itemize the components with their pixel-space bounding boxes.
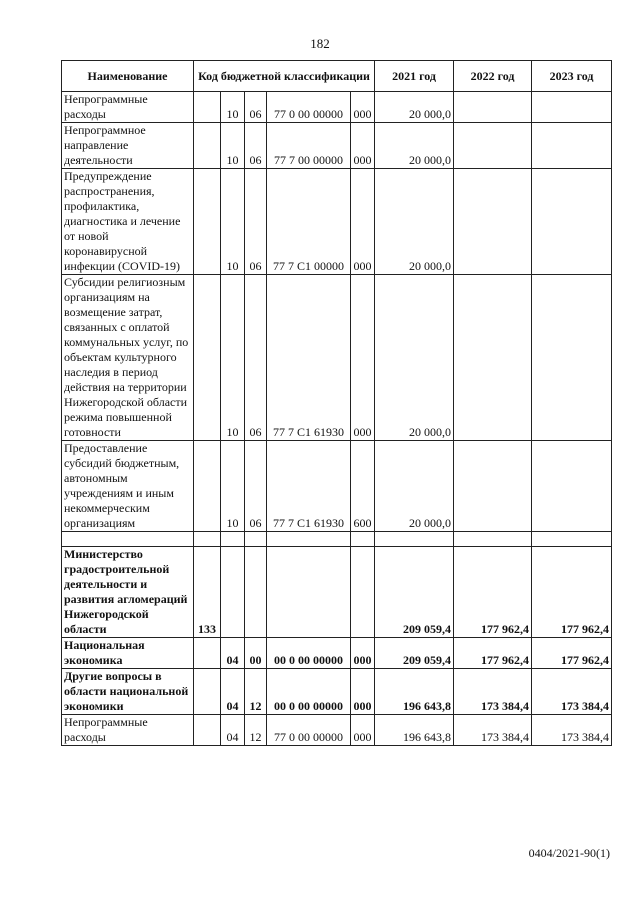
table-row bbox=[62, 169, 612, 275]
header-row bbox=[62, 61, 612, 92]
table-row bbox=[62, 123, 612, 169]
row-value-2022 bbox=[454, 169, 532, 275]
row-name: Другие вопросы в области национальной экономики bbox=[62, 669, 194, 715]
table-spacer-row bbox=[62, 532, 612, 547]
row-name: Непрограммное направление деятельности bbox=[62, 123, 194, 169]
row-code-target: 77 7 С1 61930 bbox=[267, 275, 351, 441]
row-code-subsection: 06 bbox=[245, 92, 267, 123]
row-value-2022: 177 962,4 bbox=[454, 547, 532, 638]
row-name: Непрограммные расходы bbox=[62, 92, 194, 123]
row-value-2022 bbox=[454, 92, 532, 123]
row-value-2023: 173 384,4 bbox=[532, 715, 612, 746]
budget-table bbox=[61, 60, 612, 746]
row-value-2021: 196 643,8 bbox=[375, 715, 454, 746]
row-code-ministry bbox=[194, 669, 221, 715]
row-value-2022: 173 384,4 bbox=[454, 715, 532, 746]
row-code-section: 04 bbox=[221, 715, 245, 746]
row-value-2023 bbox=[532, 275, 612, 441]
row-code-ministry bbox=[194, 123, 221, 169]
row-value-2023 bbox=[532, 441, 612, 532]
row-name: Национальная экономика bbox=[62, 638, 194, 669]
row-code-target: 77 7 00 00000 bbox=[267, 123, 351, 169]
row-value-2023: 177 962,4 bbox=[532, 638, 612, 669]
row-code-ministry bbox=[194, 638, 221, 669]
header-2021: 2021 год bbox=[375, 61, 454, 92]
row-code-subsection bbox=[245, 547, 267, 638]
row-code-expense: 000 bbox=[351, 638, 375, 669]
row-code-expense: 000 bbox=[351, 92, 375, 123]
row-code-section: 10 bbox=[221, 169, 245, 275]
row-code-expense: 000 bbox=[351, 123, 375, 169]
row-name: Министерство градостроительной деятельности и развития агломераций Нижегородской области bbox=[62, 547, 194, 638]
row-value-2021: 20 000,0 bbox=[375, 123, 454, 169]
row-value-2022 bbox=[454, 123, 532, 169]
row-name: Предоставление субсидий бюджетным, автономным учреждениям и иным некоммерческим организациям bbox=[62, 441, 194, 532]
row-value-2021: 20 000,0 bbox=[375, 92, 454, 123]
table-row bbox=[62, 547, 612, 638]
row-value-2021: 209 059,4 bbox=[375, 638, 454, 669]
row-code-target: 77 7 С1 61930 bbox=[267, 441, 351, 532]
row-code-subsection: 06 bbox=[245, 169, 267, 275]
row-code-ministry bbox=[194, 275, 221, 441]
row-value-2023: 173 384,4 bbox=[532, 669, 612, 715]
row-code-expense: 000 bbox=[351, 669, 375, 715]
row-code-section: 10 bbox=[221, 92, 245, 123]
row-code-expense: 000 bbox=[351, 715, 375, 746]
row-code-ministry bbox=[194, 169, 221, 275]
row-code-target: 77 0 00 00000 bbox=[267, 715, 351, 746]
table-row bbox=[62, 669, 612, 715]
row-value-2021: 20 000,0 bbox=[375, 169, 454, 275]
row-code-section: 04 bbox=[221, 638, 245, 669]
header-2023: 2023 год bbox=[532, 61, 612, 92]
row-name: Субсидии религиозным организациям на возмещение затрат, связанных с оплатой коммунальных услуг, по объектам культурного наследия в период действия на территории Нижегородской области режима повышенной готовности bbox=[62, 275, 194, 441]
header-code: Код бюджетной классификации bbox=[194, 61, 375, 92]
row-code-section: 10 bbox=[221, 275, 245, 441]
table-row bbox=[62, 638, 612, 669]
header-name: Наименование bbox=[62, 61, 194, 92]
row-value-2022 bbox=[454, 441, 532, 532]
table-row bbox=[62, 441, 612, 532]
row-value-2022: 177 962,4 bbox=[454, 638, 532, 669]
row-code-target: 77 0 00 00000 bbox=[267, 92, 351, 123]
table-row bbox=[62, 715, 612, 746]
row-code-section bbox=[221, 547, 245, 638]
row-value-2021: 209 059,4 bbox=[375, 547, 454, 638]
header-2022: 2022 год bbox=[454, 61, 532, 92]
row-name: Непрограммные расходы bbox=[62, 715, 194, 746]
table-row bbox=[62, 92, 612, 123]
row-value-2021: 20 000,0 bbox=[375, 275, 454, 441]
row-code-subsection: 12 bbox=[245, 669, 267, 715]
row-code-expense bbox=[351, 547, 375, 638]
row-code-subsection: 06 bbox=[245, 441, 267, 532]
row-code-target bbox=[267, 547, 351, 638]
row-code-subsection: 06 bbox=[245, 123, 267, 169]
row-value-2023: 177 962,4 bbox=[532, 547, 612, 638]
table-row bbox=[62, 275, 612, 441]
row-code-ministry bbox=[194, 715, 221, 746]
row-code-subsection: 00 bbox=[245, 638, 267, 669]
row-value-2023 bbox=[532, 123, 612, 169]
row-code-expense: 000 bbox=[351, 169, 375, 275]
document-code: 0404/2021-90(1) bbox=[528, 846, 610, 860]
row-code-expense: 600 bbox=[351, 441, 375, 532]
row-name: Предупреждение распространения, профилактика, диагностика и лечение от новой коронавирусной инфекции (COVID-19) bbox=[62, 169, 194, 275]
row-value-2022 bbox=[454, 275, 532, 441]
row-code-ministry bbox=[194, 441, 221, 532]
row-code-expense: 000 bbox=[351, 275, 375, 441]
row-code-target: 77 7 С1 00000 bbox=[267, 169, 351, 275]
row-code-target: 00 0 00 00000 bbox=[267, 638, 351, 669]
row-code-subsection: 12 bbox=[245, 715, 267, 746]
row-code-section: 10 bbox=[221, 123, 245, 169]
row-value-2021: 196 643,8 bbox=[375, 669, 454, 715]
row-code-subsection: 06 bbox=[245, 275, 267, 441]
row-value-2023 bbox=[532, 92, 612, 123]
page-number: 182 bbox=[310, 36, 330, 51]
row-value-2021: 20 000,0 bbox=[375, 441, 454, 532]
row-code-section: 10 bbox=[221, 441, 245, 532]
row-value-2022: 173 384,4 bbox=[454, 669, 532, 715]
row-code-ministry bbox=[194, 92, 221, 123]
row-code-section: 04 bbox=[221, 669, 245, 715]
row-code-ministry: 133 bbox=[194, 547, 221, 638]
row-value-2023 bbox=[532, 169, 612, 275]
row-code-target: 00 0 00 00000 bbox=[267, 669, 351, 715]
